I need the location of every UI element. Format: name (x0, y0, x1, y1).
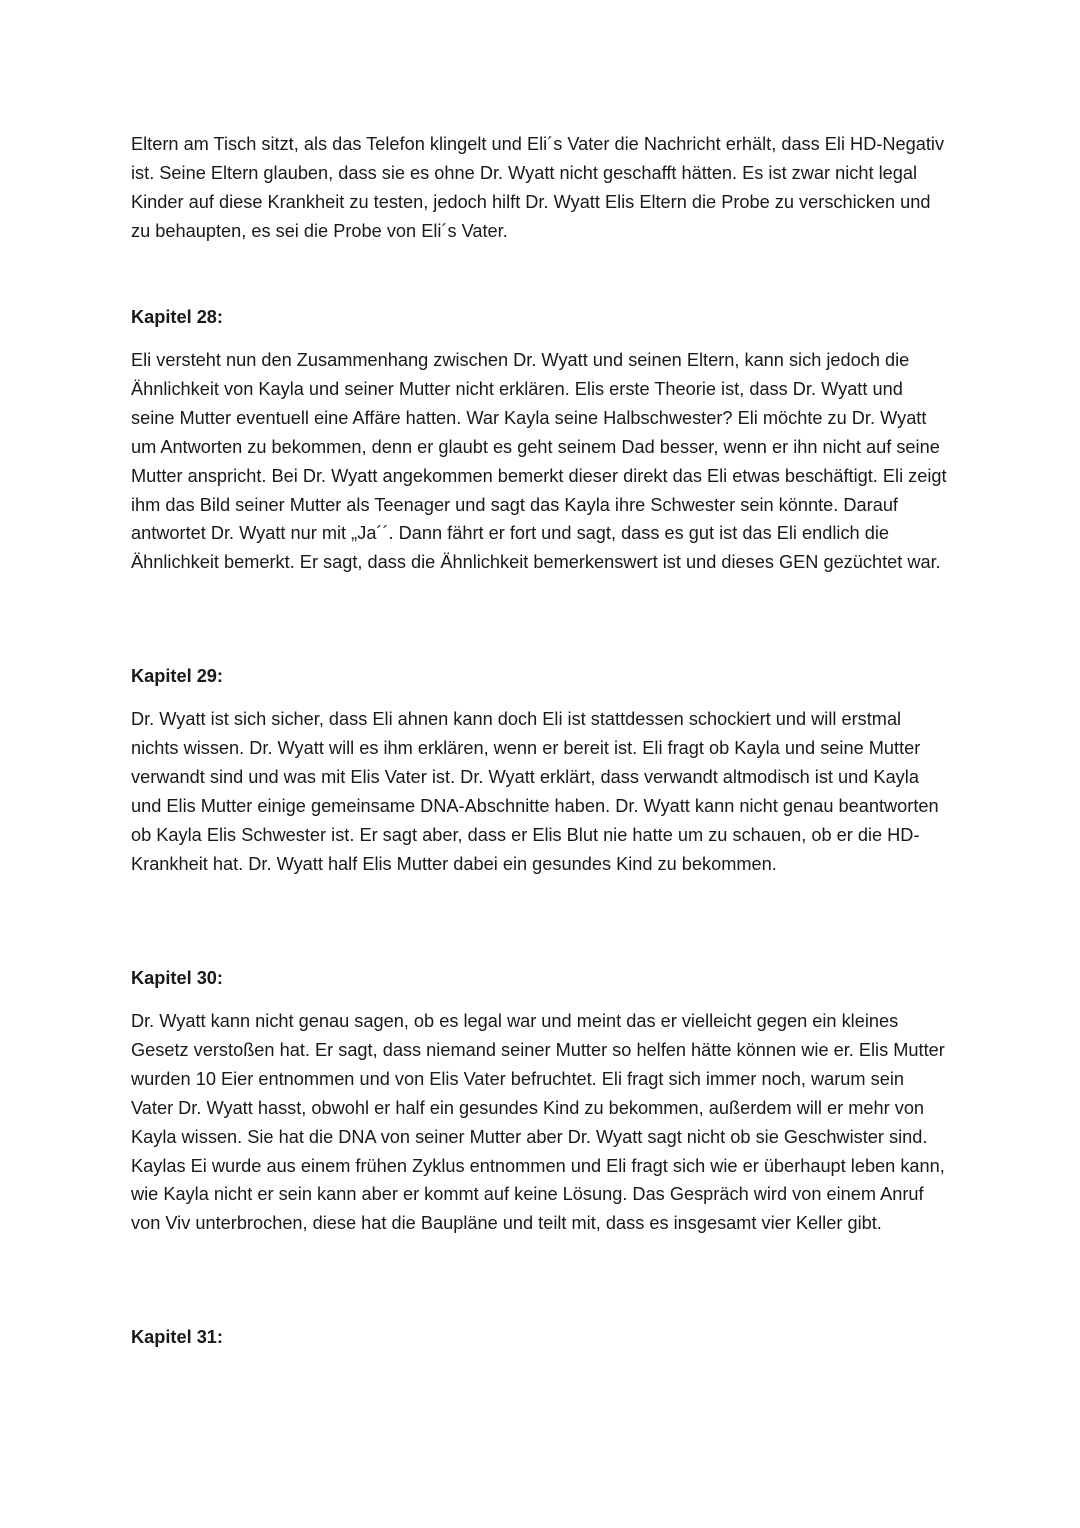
chapter-29-heading: Kapitel 29: (131, 666, 223, 686)
chapter-28-paragraph: Eli versteht nun den Zusammenhang zwischen Dr. Wyatt und seinen Eltern, kann sich jedoch die Ähnlichkeit von Kayla und seiner Mutter nicht erklären. Elis erste Theorie ist, dass Dr. Wyatt und seine Mutter eventuell eine Affäre hatten. War Kayla seine Halbschwester? Eli möchte zu Dr. Wyatt um Antworten zu bekommen, denn er glaubt es geht seinem Dad besser, wenn er ihn nicht auf seine Mutter anspricht. Bei Dr. Wyatt angekommen bemerkt dieser direkt das Eli etwas beschäftigt. Eli zeigt ihm das Bild seiner Mutter als Teenager und sagt das Kayla ihre Schwester sein könnte. Darauf antwortet Dr. Wyatt nur mit „Ja´´. Dann fährt er fort und sagt, dass es gut ist das Eli endlich die Ähnlichkeit bemerkt. Er sagt, dass die Ähnlichkeit bemerkenswert ist und dieses GEN gezüchtet war. (131, 350, 947, 573)
chapter-30-paragraph: Dr. Wyatt kann nicht genau sagen, ob es legal war und meint das er vielleicht gegen ein kleines Gesetz verstoßen hat. Er sagt, dass niemand seiner Mutter so helfen hätte können wie er. Elis Mutter wurden 10 Eier entnommen und von Elis Vater befruchtet. Eli fragt sich immer noch, warum sein Vater Dr. Wyatt hasst, obwohl er half ein gesundes Kind zu bekommen, außerdem will er mehr von Kayla wissen. Sie hat die DNA von seiner Mutter aber Dr. Wyatt sagt nicht ob sie Geschwister sind. Kaylas Ei wurde aus einem frühen Zyklus entnommen und Eli fragt sich wie er überhaupt leben kann, wie Kayla nicht er sein kann aber er kommt auf keine Lösung. Das Gespräch wird von einem Anruf von Viv unterbrochen, diese hat die Baupläne und teilt mit, dass es insgesamt vier Keller gibt. (131, 1011, 945, 1234)
chapter-30-heading: Kapitel 30: (131, 968, 223, 988)
chapter-28-heading: Kapitel 28: (131, 307, 223, 327)
chapter-31-heading: Kapitel 31: (131, 1327, 223, 1347)
chapter-29-paragraph: Dr. Wyatt ist sich sicher, dass Eli ahnen kann doch Eli ist stattdessen schockiert und will erstmal nichts wissen. Dr. Wyatt will es ihm erklären, wenn er bereit ist. Eli fragt ob Kayla und seine Mutter verwandt sind und was mit Elis Vater ist. Dr. Wyatt erklärt, dass verwandt altmodisch ist und Kayla und Elis Mutter einige gemeinsame DNA-Abschnitte haben. Dr. Wyatt kann nicht genau beantworten ob Kayla Elis Schwester ist. Er sagt aber, dass er Elis Blut nie hatte um zu schauen, ob er die HD-Krankheit hat. Dr. Wyatt half Elis Mutter dabei ein gesundes Kind zu bekommen. (131, 709, 939, 874)
intro-paragraph: Eltern am Tisch sitzt, als das Telefon klingelt und Eli´s Vater die Nachricht erhält, dass Eli HD-Negativ ist. Seine Eltern glauben, dass sie es ohne Dr. Wyatt nicht geschafft hätten. Es ist zwar nicht legal Kinder auf diese Krankheit zu testen, jedoch hilft Dr. Wyatt Elis Eltern die Probe zu verschicken und zu behaupten, es sei die Probe von Eli´s Vater. (131, 134, 945, 241)
